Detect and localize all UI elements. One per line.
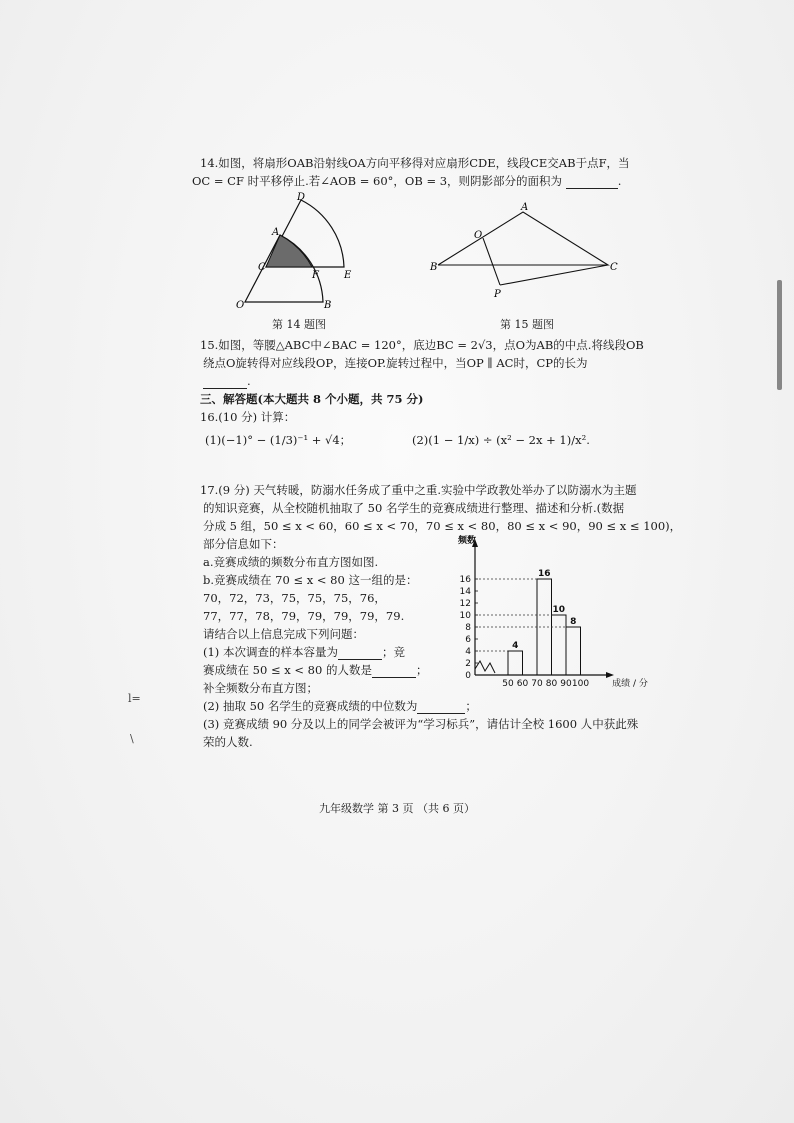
fig14-label-D: D [297, 192, 306, 203]
fig15-label-P: P [494, 289, 501, 300]
fig15-label-O: O [474, 230, 483, 241]
section-3-heading: 三、解答题(本大题共 8 个小题，共 75 分) [200, 392, 424, 406]
y-axis-label: 频数 [457, 536, 477, 546]
scroll-indicator [777, 280, 782, 390]
x-tick-label: 90 [560, 679, 572, 689]
q14-line2-text: OC = CF 时平移停止.若∠AOB = 60°，OB = 3，则阴影部分的面积为 [192, 174, 563, 188]
count-50-80-blank[interactable] [372, 665, 416, 678]
q17-data-row2: 77，77，78，79，79，79，79，79. [203, 609, 405, 623]
q17-sub1-line3: 补全频数分布直方图； [203, 681, 318, 695]
y-tick-label: 16 [459, 575, 471, 585]
fig15-label-B: B [430, 262, 438, 273]
q17-s2: (2) 抽取 50 名学生的竞赛成绩的中位数为 [203, 699, 418, 713]
q17-s2end: ； [465, 699, 477, 713]
q17-line2: 的知识竞赛，从全校随机抽取了 50 名学生的竞赛成绩进行整理、描述和分析.(数据 [203, 501, 625, 515]
median-blank[interactable] [417, 701, 465, 714]
figure-14-caption: 第 14 题图 [272, 318, 326, 331]
q15-answer-blank[interactable] [203, 376, 247, 389]
bar-value-label: 4 [512, 641, 519, 651]
q17-sub3-line2: 荣的人数. [203, 735, 253, 749]
x-axis-label: 成绩 / 分 [612, 679, 648, 689]
fig14-label-E: E [344, 270, 352, 281]
x-axis-arrow [606, 672, 614, 678]
x-tick-label: 70 [531, 679, 543, 689]
histogram-bar [508, 651, 523, 675]
x-tick-label: 50 [502, 679, 514, 689]
figure-15-caption: 第 15 题图 [500, 318, 554, 331]
y-tick-label: 10 [459, 611, 471, 621]
q15-line1: 15.如图，等腰△ABC中∠BAC = 120°，底边BC = 2√3，点O为AB的中点.将线段OB [200, 338, 644, 352]
q17-info-a: a.竞赛成绩的频数分布直方图如图. [203, 555, 379, 569]
q17-sub1-line1 [203, 644, 405, 660]
bar-value-label: 16 [537, 569, 551, 579]
figure-15 [428, 200, 628, 300]
margin-mark-2: \ [130, 732, 134, 745]
q17-s1d: ； [415, 663, 428, 677]
q17-s1b: ；竞 [381, 645, 405, 659]
y-tick-label: 8 [465, 623, 471, 633]
q16-line1: 16.(10 分) 计算： [200, 410, 296, 424]
q17-data-row1: 70，72，73，75，75，75，76， [203, 591, 386, 605]
histogram-bar [552, 615, 567, 675]
x-tick-label: 80 [545, 679, 558, 689]
q17-info-b: b.竞赛成绩在 70 ≤ x < 80 这一组的是： [203, 573, 418, 587]
y-tick-label: 4 [465, 647, 471, 657]
q16-part2: (2)(1 − 1/x) ÷ (x² − 2x + 1)/x². [412, 433, 590, 447]
q15-period: . [247, 374, 251, 388]
fig15-label-C: C [610, 262, 618, 273]
q17-s1c: 赛成绩在 50 ≤ x < 80 的人数是 [203, 663, 372, 677]
q17-sub3-line1: (3) 竞赛成绩 90 分及以上的同学会被评为“学习标兵”，请估计全校 1600 人中获此殊 [203, 717, 639, 731]
q14-period: . [617, 174, 622, 188]
figure-14 [228, 190, 368, 315]
x-tick-label: 100 [571, 679, 590, 689]
q14-line2 [192, 173, 621, 189]
sample-size-blank[interactable] [338, 647, 382, 660]
frequency-histogram [430, 535, 650, 690]
q17-line3: 分成 5 组，50 ≤ x < 60，60 ≤ x < 70，70 ≤ x < 80，80 ≤ x < 90，90 ≤ x ≤ 100)， [203, 519, 682, 533]
fig14-label-B: B [324, 300, 332, 311]
q17-sub2 [203, 698, 477, 714]
q17-s1a: (1) 本次调查的样本容量为 [203, 645, 338, 659]
q17-line4: 部分信息如下： [203, 537, 284, 551]
q15-line2: 绕点O旋转得对应线段OP，连接OP.旋转过程中，当OP ∥ AC时，CP的长为 [203, 356, 588, 370]
fig14-label-O: O [236, 300, 245, 311]
histogram-bar [566, 627, 581, 675]
margin-mark-1: l= [128, 692, 141, 705]
q17-ask: 请结合以上信息完成下列问题： [203, 627, 364, 641]
y-tick-label: 14 [459, 587, 471, 597]
q15-line3 [203, 373, 251, 389]
q17-sub1-line2 [203, 662, 427, 678]
y-tick-label: 12 [459, 599, 471, 609]
fig15-label-A: A [521, 202, 529, 213]
fig14-label-C: C [258, 262, 266, 273]
q14-answer-blank[interactable] [566, 176, 618, 189]
fig14-label-A: A [272, 227, 280, 238]
y-tick-label: 0 [465, 671, 471, 681]
x-tick-label: 60 [516, 679, 529, 689]
y-tick-label: 6 [465, 635, 471, 645]
q16-part1: (1)(−1)° − (1/3)⁻¹ + √4； [205, 433, 352, 447]
y-tick-label: 2 [465, 659, 471, 669]
bar-value-label: 8 [570, 617, 577, 627]
page-footer: 九年级数学 第 3 页 （共 6 页） [319, 802, 475, 815]
fig14-label-F: F [312, 270, 319, 281]
q14-line1: 14.如图，将扇形OAB沿射线OA方向平移得对应扇形CDE，线段CE交AB于点F，当 [200, 156, 630, 170]
bar-value-label: 10 [552, 605, 566, 615]
q17-line1: 17.(9 分) 天气转暖，防溺水任务成了重中之重.实验中学政教处举办了以防溺水为主题 [200, 483, 637, 497]
